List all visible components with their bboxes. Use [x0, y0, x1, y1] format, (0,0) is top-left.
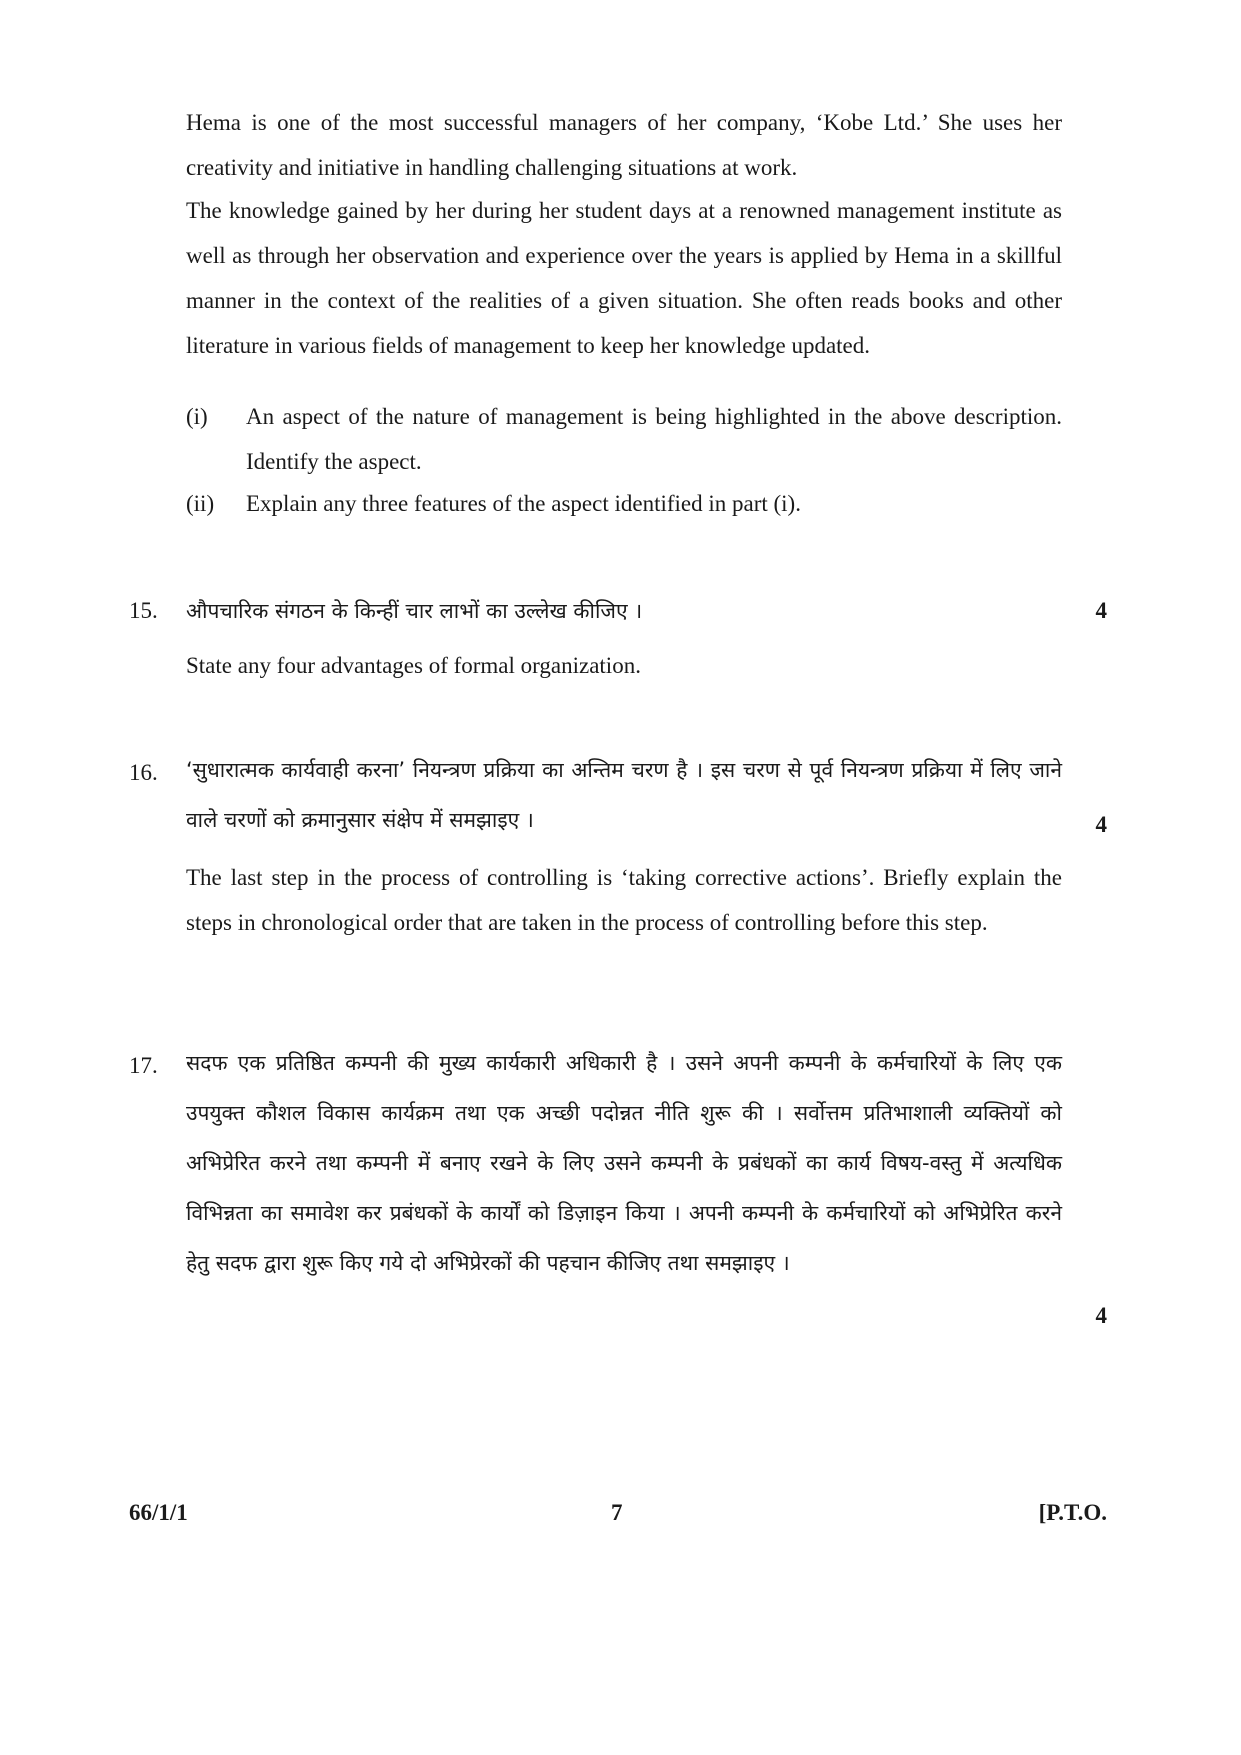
- question-17-marks: 4: [1095, 1303, 1107, 1328]
- part-i: [186, 394, 1062, 484]
- question-16-marks: 4: [1095, 812, 1107, 837]
- question-15-number: 15.: [129, 598, 158, 623]
- question-15-english: State any four advantages of formal organization.: [186, 653, 641, 678]
- question-16-number: 16.: [129, 760, 158, 785]
- part-i-text: An aspect of the nature of management is being highlighted in the above description. Identify the aspect.: [246, 404, 1062, 474]
- please-turn-over: [P.T.O.: [1038, 1500, 1107, 1525]
- question-15-hindi: औपचारिक संगठन के किन्हीं चार लाभों का उल्लेख कीजिए ।: [186, 599, 643, 623]
- paper-code: 66/1/1: [129, 1500, 188, 1525]
- question-16-english: The last step in the process of controlling is ‘taking corrective actions’. Briefly explain the steps in chronological order that are taken in the process of controlling before this step.: [186, 865, 1062, 935]
- part-i-label: (i): [186, 404, 208, 429]
- intro-paragraph-1: Hema is one of the most successful managers of her company, ‘Kobe Ltd.’ She uses her creativity and initiative in handling challenging situations at work.: [186, 110, 1062, 180]
- page-number: 7: [611, 1500, 623, 1525]
- part-ii: [186, 481, 1062, 526]
- part-ii-text: Explain any three features of the aspect identified in part (i).: [246, 491, 801, 516]
- intro-paragraph-2: The knowledge gained by her during her student days at a renowned management institute as well as through her observation and experience over the years is applied by Hema in a skillful manner in the context of the realities of a given situation. She often reads books and other literature in various fields of management to keep her knowledge updated.: [186, 198, 1062, 358]
- question-16-hindi: ‘सुधारात्मक कार्यवाही करना’ नियन्त्रण प्रक्रिया का अन्तिम चरण है । इस चरण से पूर्व नियन्त्रण प्रक्रिया में लिए जाने वाले चरणों को क्रमानुसार संक्षेप में समझाइए ।: [186, 758, 1062, 832]
- question-15-marks: 4: [1095, 598, 1107, 623]
- question-17-number: 17.: [129, 1053, 158, 1078]
- question-17-hindi: सदफ एक प्रतिष्ठित कम्पनी की मुख्य कार्यकारी अधिकारी है । उसने अपनी कम्पनी के कर्मचारियों के लिए एक उपयुक्त कौशल विकास कार्यक्रम तथा एक अच्छी पदोन्नत नीति शुरू की । सर्वोत्तम प्रतिभाशाली व्यक्तियों को अभिप्रेरित करने तथा कम्पनी में बनाए रखने के लिए उसने कम्पनी के प्रबंधकों का कार्य विषय-वस्तु में अत्यधिक विभिन्नता का समावेश कर प्रबंधकों के कार्यों को डिज़ाइन किया । अपनी कम्पनी के कर्मचारियों को अभिप्रेरित करने हेतु सदफ द्वारा शुरू किए गये दो अभिप्रेरकों की पहचान कीजिए तथा समझाइए ।: [186, 1051, 1062, 1275]
- part-ii-label: (ii): [186, 491, 215, 516]
